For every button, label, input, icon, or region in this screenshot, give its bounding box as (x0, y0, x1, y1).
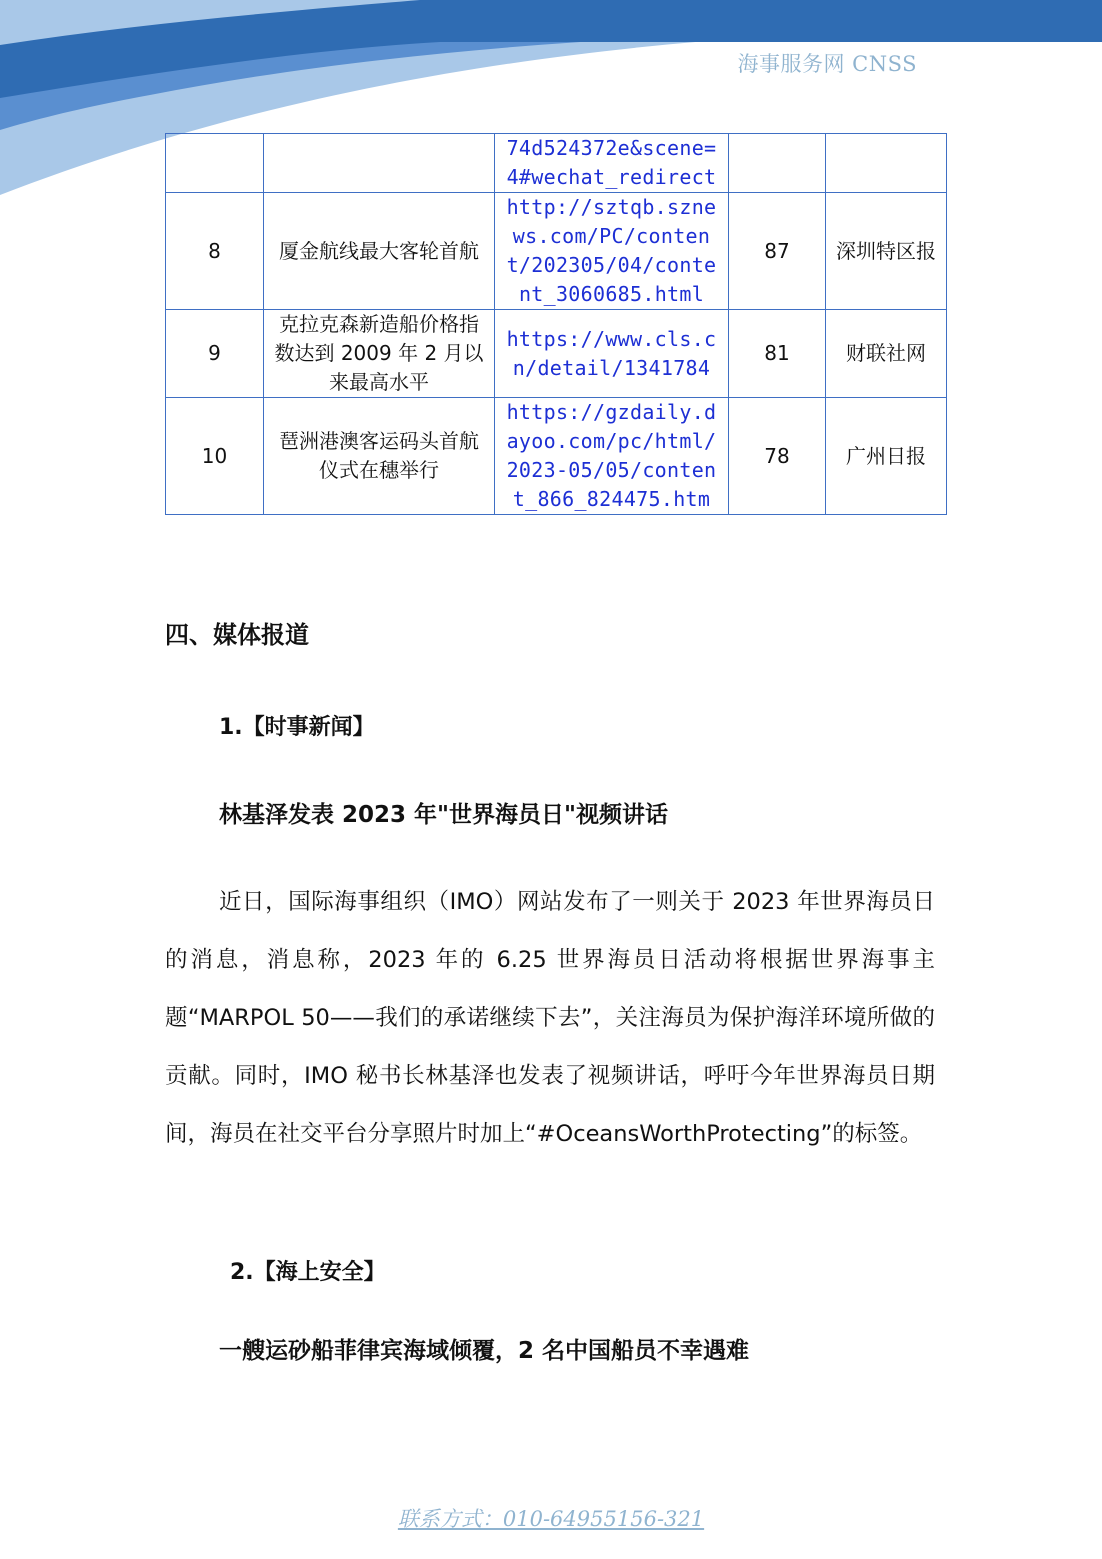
row-url-link[interactable]: http://sztqb.sznews.com/PC/content/202305/04/content_3060685.html (495, 193, 729, 310)
news-category-2: 2.【海上安全】 (230, 1260, 386, 1285)
row-score (729, 134, 826, 193)
row-number: 10 (166, 398, 264, 515)
table-row (166, 310, 947, 398)
row-title: 琶洲港澳客运码头首航仪式在穗举行 (264, 398, 495, 515)
table-row (166, 134, 947, 193)
row-title: 克拉克森新造船价格指数达到 2009 年 2 月以来最高水平 (264, 310, 495, 398)
news-category-1: 1.【时事新闻】 (219, 715, 375, 740)
news-headline-2: 一艘运砂船菲律宾海域倾覆，2 名中国船员不幸遇难 (219, 1338, 750, 1364)
row-number: 9 (166, 310, 264, 398)
brand-label: 海事服务网 CNSS (737, 52, 917, 76)
row-source: 深圳特区报 (826, 193, 947, 310)
row-score: 87 (729, 193, 826, 310)
row-title: 厦金航线最大客轮首航 (264, 193, 495, 310)
row-url-link[interactable]: 74d524372e&scene=4#wechat_redirect (495, 134, 729, 193)
row-number: 8 (166, 193, 264, 310)
row-score: 81 (729, 310, 826, 398)
table-row (166, 398, 947, 515)
row-source: 广州日报 (826, 398, 947, 515)
row-url-link[interactable]: https://www.cls.cn/detail/1341784 (495, 310, 729, 398)
row-score: 78 (729, 398, 826, 515)
table-row (166, 193, 947, 310)
row-source (826, 134, 947, 193)
row-number (166, 134, 264, 193)
row-title (264, 134, 495, 193)
row-source: 财联社网 (826, 310, 947, 398)
news-body-1: 近日，国际海事组织（IMO）网站发布了一则关于 2023 年世界海员日的消息，消息称，2023 年的 6.25 世界海员日活动将根据世界海事主题“MARPOL 50——我们的承诺继续下去”，关注海员为保护海洋环境所做的贡献。同时，IMO 秘书长林基泽也发表了视频讲话，呼吁今年世界海员日期间，海员在社交平台分享照片时加上“#OceansWorthProtecting”的标签。 (165, 889, 935, 1147)
section-heading: 四、媒体报道 (165, 621, 309, 649)
footer-contact: 联系方式：010-64955156-321 (397, 1507, 705, 1531)
news-headline-1: 林基泽发表 2023 年"世界海员日"视频讲话 (219, 802, 668, 828)
news-links-table (165, 133, 947, 515)
row-url-link[interactable]: https://gzdaily.dayoo.com/pc/html/2023-05/05/content_866_824475.htm (495, 398, 729, 515)
